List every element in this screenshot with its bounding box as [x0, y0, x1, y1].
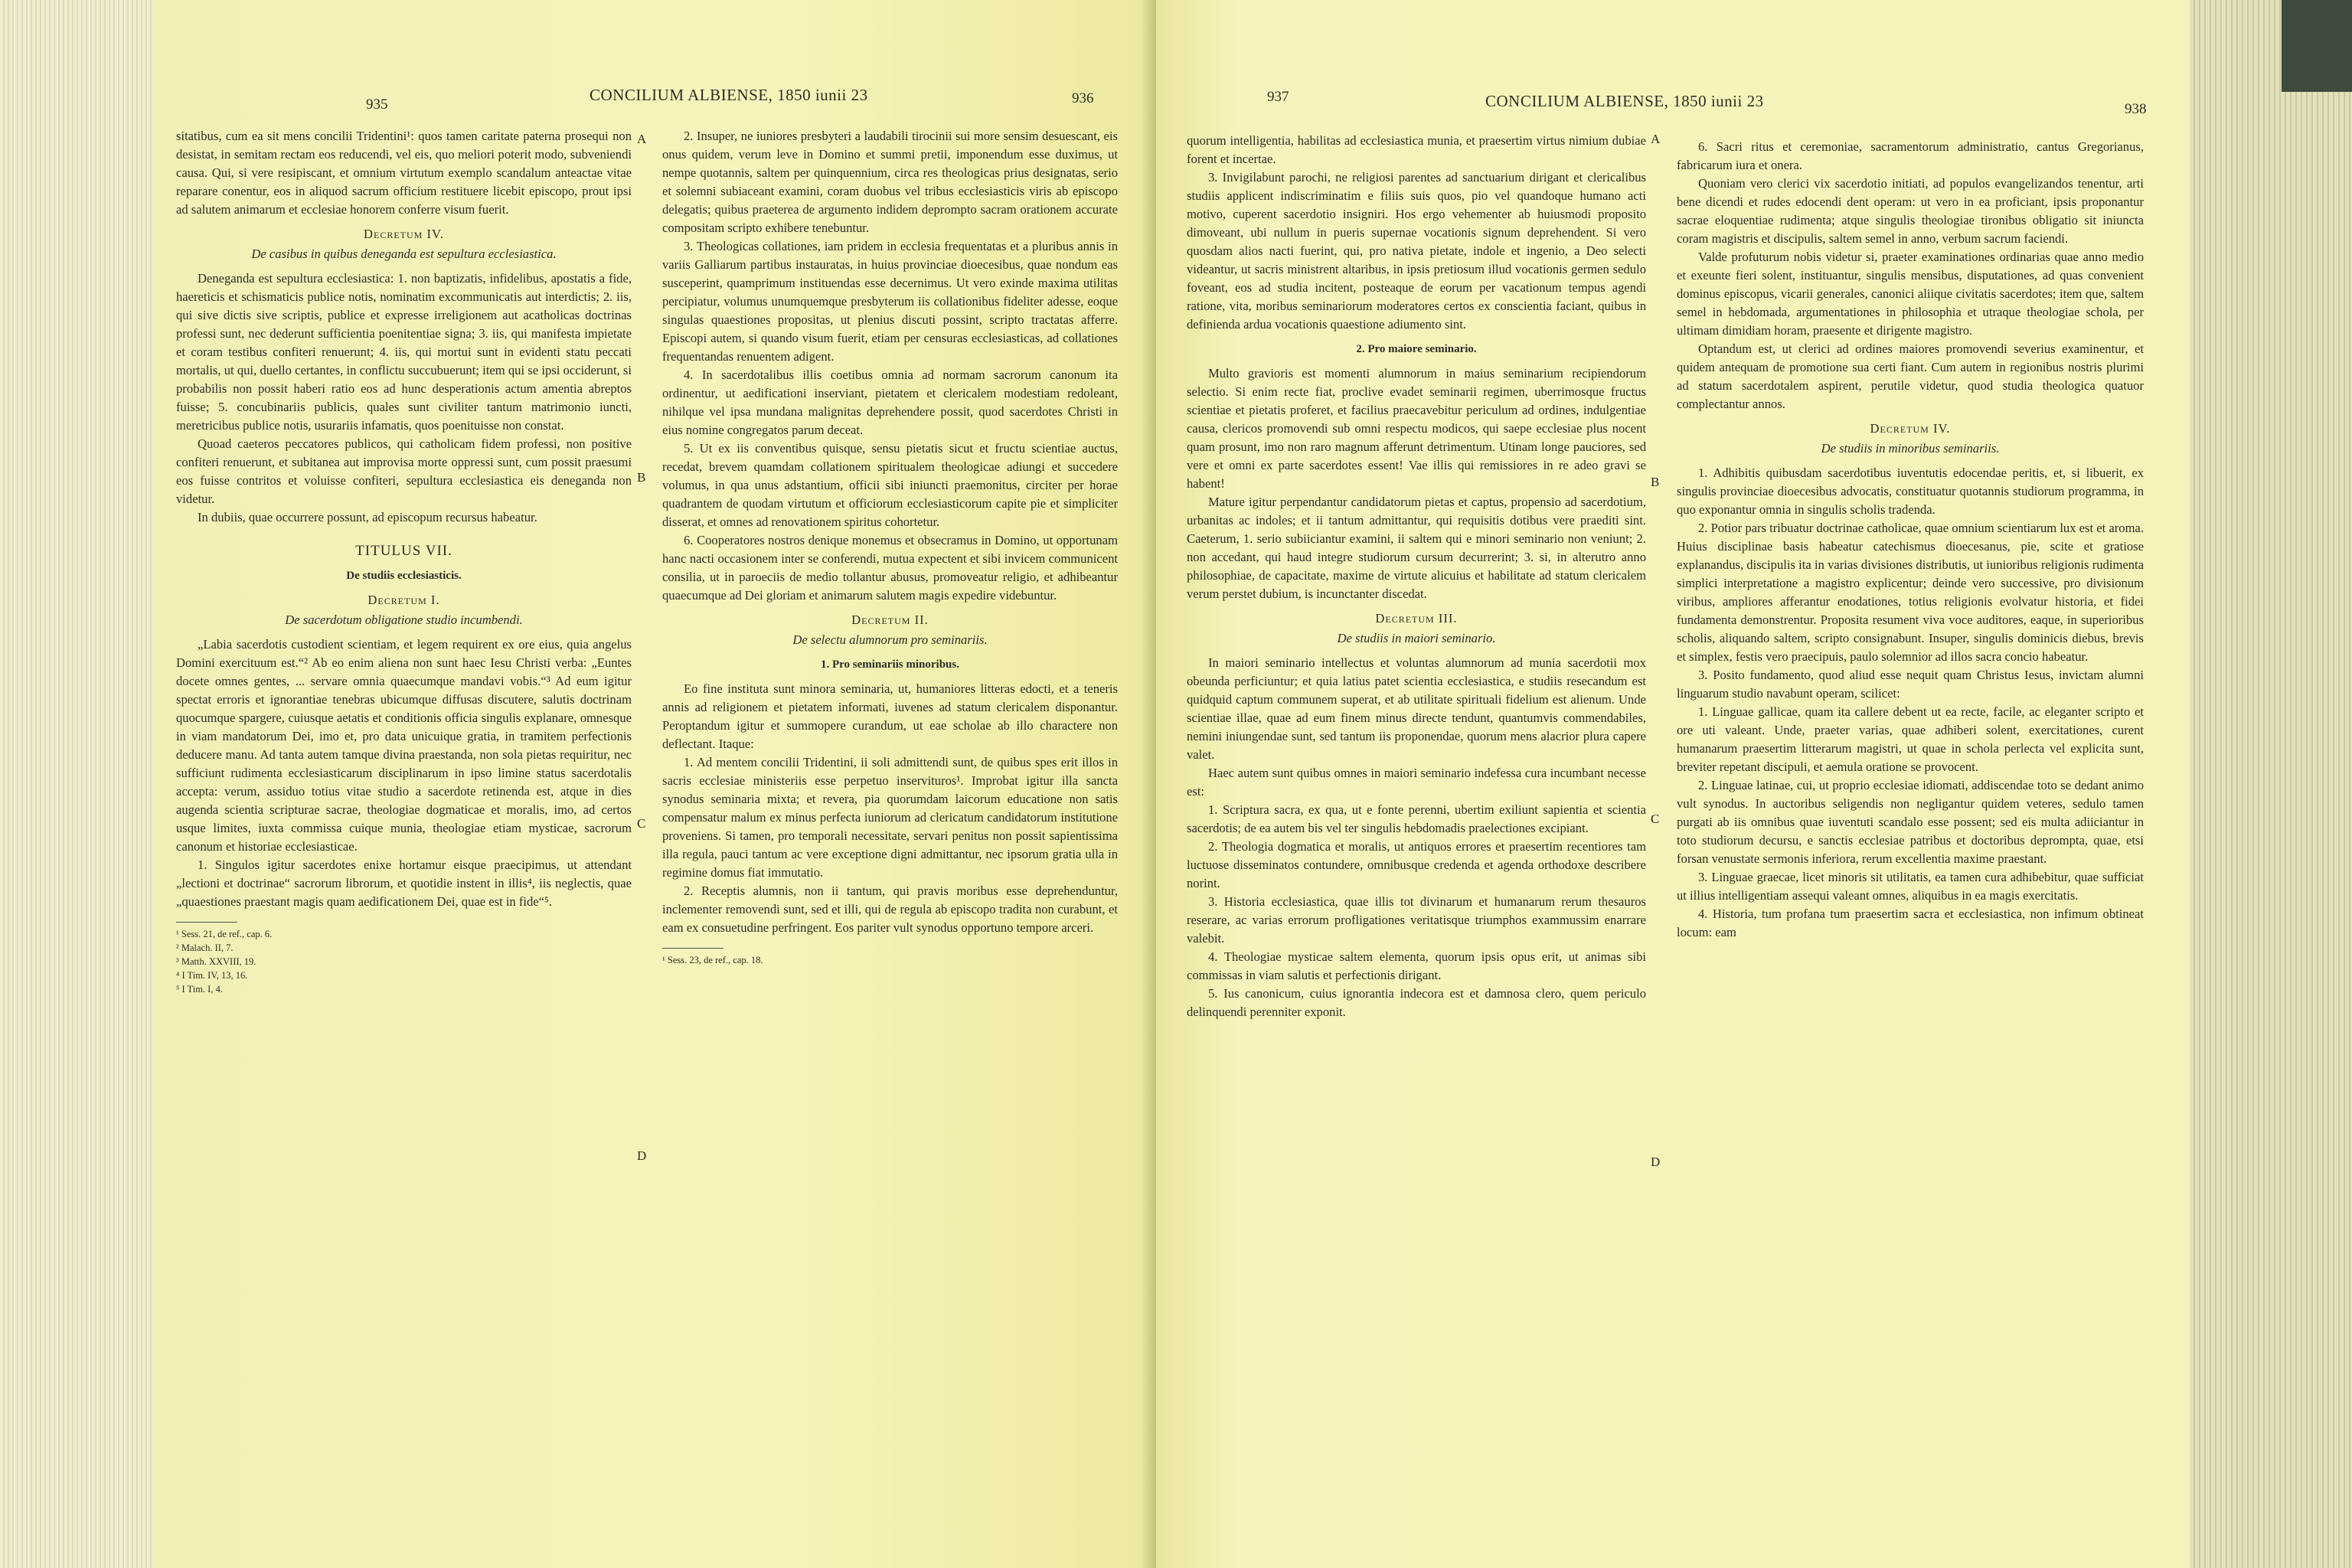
- section-subtitle: De sacerdotum obligatione studio incumbendi.: [285, 612, 523, 627]
- right-page-column-2: [1677, 138, 2144, 942]
- footnote: ¹ Sess. 23, de ref., cap. 18.: [662, 955, 763, 965]
- subsection-heading: 1. Pro seminariis minoribus.: [821, 658, 959, 671]
- paragraph: Valde profuturum nobis videtur si, praeter examinationes ordinarias quae anno medio et exeunte fieri solent, instituantur, singulis mensibus, disputationes, ad quas convenient dominus episcopus, vicarii generales, canonici aliique civitatis sacerdotes; item que, saltem semel in hebdomada, argumentationes in philosophia et utraque theologiae schola, per ultimam dimidiam horam, praesente et dirigente magistro.: [1677, 250, 2144, 338]
- folio-938: 938: [2125, 101, 2147, 117]
- book-page-edges-right: [2190, 0, 2352, 1568]
- paragraph: Haec autem sunt quibus omnes in maiori seminario indefessa cura incumbant necesse est:: [1187, 766, 1646, 799]
- paragraph: 3. Posito fundamento, quod aliud esse nequit quam Christus Iesus, invictam alumni linguarum studio navabunt operam, scilicet:: [1677, 668, 2144, 701]
- margin-letter-b-right: B: [1651, 475, 1660, 489]
- section-heading: Decretum IV.: [1870, 421, 1951, 436]
- paragraph: 3. Linguae graecae, licet minoris sit utilitatis, ea tamen cura adhibebitur, quae sufficiat ut illius intelligentiam assequi valeant omnes, aliquibus in ea magis exercitatis.: [1677, 870, 2144, 903]
- paragraph: 2. Potior pars tribuatur doctrinae catholicae, quae omnium scientiarum lux est et aroma. Huius disciplinae basis habeatur catechismus dioecesanus, pie, scite et gratiose explanandus, discipulis ita in varias divisiones distributis, ut iunioribus religionis rudimenta simplici interpretatione a magistro explicentur; deinde vero successive, pro divisionum viribus, ampliores afferantur enodationes, totius religionis evolvatur historia, et fidei fundamenta demonstrentur. Proposita resument viva voce auditores, eaque, in superioribus scholis, aliquando saltem, scripto consignabunt. Insuper, singulis dominicis diebus, brevis et simplex, festis vero praecipuis, paulo solemnior ad illos sacra concio habeatur.: [1677, 521, 2144, 664]
- paragraph: 1. Linguae gallicae, quam ita callere debent ut ea recte, facile, ac eleganter scripto et ore uti valeant. Unde, praeter varias, quae adhiberi solent, exercitationes, curent humanarum praesertim litterarum magistri, ut quae in schola perlecta vel explicita sunt, breviter repetant discipuli, et aemula oratione se provocent.: [1677, 704, 2144, 774]
- section-heading: TITULUS VII.: [355, 543, 452, 559]
- footnote: ¹ Sess. 21, de ref., cap. 6.: [176, 929, 273, 939]
- paragraph: quorum intelligentia, habilitas ad ecclesiastica munia, et praesertim virtus nimium dubiae forent et incertae.: [1187, 133, 1646, 166]
- paragraph: 2. Theologia dogmatica et moralis, ut antiquos errores et praesertim recentiores tam luctuose disseminatos contundere, omnibusque credenda et agenda orthodoxe describere norint.: [1187, 839, 1646, 890]
- right-page-column-1: [1187, 132, 1646, 1021]
- paragraph: In dubiis, quae occurrere possunt, ad episcopum recursus habeatur.: [198, 510, 537, 524]
- folio-937: 937: [1267, 89, 1289, 105]
- left-page-column-2: [662, 127, 1118, 967]
- paragraph: 5. Ut ex iis conventibus quisque, sensu pietatis sicut et fructu scientiae auctus, recedat, brevem quamdam collationem spiritualem theologicae adiungi et succedere volumus, in qua unus adstantium, officii sibi iniuncti praemonitus, circiter per horae quadrantem de quodam virtutum et officiorum ecclesiasticorum capite pie et simpliciter disserat, et omnes ad renovationem spiritus cohortetur.: [662, 441, 1118, 529]
- paragraph: Deneganda est sepultura ecclesiastica: 1. non baptizatis, infidelibus, apostatis a fide, haereticis et schismaticis publice notis, nominatim excommunicatis aut interdictis; 2. iis, qui sive dictis sive scriptis, publice et expresse irreligionem aut acatholicas doctrinas professi sunt, nec dederunt sufficientia poenitentiae signa; 3. iis, qui manifesta impietate et coram testibus confiteri renuerunt; 4. iis, qui mortui sunt in evidenti statu peccati mortalis, ut qui, duello certantes, in conflictu succubuerunt; item qui se ipsi occiderunt, si probabilis non possit haberi ratio eos ad hunc desperationis actum amentia abreptos fuisse; 5. concubinariis publicis, quales sunt civiliter tantum matrimonio iuncti, meretricibus publice notis, usurariis infamatis, quos poenituisse non constat.: [176, 271, 632, 433]
- margin-letter-b: B: [637, 470, 646, 485]
- paragraph: Quoniam vero clerici vix sacerdotio initiati, ad populos evangelizandos tenentur, arti bene dicendi et rudes edocendi dent operam: ut vero in ea proficiant, ipsis proponantur sacrae eloquentiae rudimenta; atque singulis theologiae tironibus obligatio sit iniuncta coram magistris et discipulis, saltem semel in anno, verbum sacrum faciendi.: [1677, 176, 2144, 246]
- footnote: ⁴ I Tim. IV, 13, 16.: [176, 970, 248, 981]
- footnote-rule: [176, 922, 237, 923]
- paragraph: 1. Singulos igitur sacerdotes enixe hortamur eisque praecipimus, ut attendant „lectioni et doctrinae“ sacrorum librorum, et quotidie instent in illis⁴, iis neglectis, quae „quaestiones praestant magis quam aedificationem Dei, quae est in fide“⁵.: [176, 858, 632, 909]
- paragraph: 2. Insuper, ne iuniores presbyteri a laudabili tirocinii sui more sensim desuescant, eis onus quidem, verum leve in Domino et summi pretii, imponendum esse duximus, ut nempe quotannis, saltem per quinquennium, circa res theologicas prius designatas, serio et solemni subiaceant examini, coram duobus vel tribus ecclesiasticis viris ab episcopo delegatis; quibus praeterea de argumento indidem deprompto sacram orationem accurate compositam scripto exhibere tenebuntur.: [662, 129, 1118, 235]
- background-corner: [2282, 0, 2352, 92]
- paragraph: Optandum est, ut clerici ad ordines maiores promovendi severius examinentur, et quidem antequam de promotione sua certi fiant. Cum autem in regionibus nostris plurimi ad statum sacerdotalem aspirent, perutile videtur, quod studia theologica quatuor complectantur annos.: [1677, 341, 2144, 411]
- footnote-rule: [662, 948, 724, 949]
- margin-letter-d: D: [637, 1148, 647, 1163]
- footnote: ² Malach. II, 7.: [176, 942, 234, 953]
- paragraph: 3. Historia ecclesiastica, quae illis tot divinarum et humanarum rerum thesauros reserare, ac varias errorum profligationes veritatisque triumphos exammussim enarrare valebit.: [1187, 894, 1646, 946]
- folio-935: 935: [366, 96, 388, 113]
- section-heading: Decretum III.: [1375, 611, 1458, 626]
- paragraph: 6. Cooperatores nostros denique monemus et obsecramus in Domino, ut opportunam hanc nacti occasionem inter se conferendi, mutua expectent et sibi invicem communicent consilia, ut in paroeciis de medio tollantur abusus, promoveatur religio, et adhibeantur quaecumque ad Dei gloriam et animarum salutem magis expedire videbuntur.: [662, 533, 1118, 603]
- paragraph: 1. Scriptura sacra, ex qua, ut e fonte perenni, ubertim exiliunt sapientia et scientia sacerdotis; de ea autem bis vel ter singulis hebdomadis praelectiones excipiant.: [1187, 802, 1646, 835]
- paragraph: 6. Sacri ritus et ceremoniae, sacramentorum administratio, cantus Gregorianus, fabricarum iura et onera.: [1677, 139, 2144, 172]
- margin-letter-c-right: C: [1651, 812, 1660, 826]
- paragraph: 1. Ad mentem concilii Tridentini, ii soli admittendi sunt, de quibus spes erit illos in sacris ecclesiae ministeriis esse perpetuo inservituros¹. Improbat igitur illa sancta synodus seminaria mixta; et revera, pia quorumdam laicorum educatione non satis compensatur malum ex minus perfecta iuniorum ad clericatum candidatorum institutione proveniens. Si tamen, pro temporali necessitate, servari penitus non possit sapientissima illa regula, pauci tantum ac vere exceptione digni admittantur, nec ipsorum gratia ulla in regimine domus fiat immutatio.: [662, 755, 1118, 880]
- paragraph: 1. Adhibitis quibusdam sacerdotibus iuventutis edocendae peritis, et, si libuerit, ex singulis provinciae dioecesibus advocatis, constituatur quotannis studiorum programma, in quo exponantur omnia in singulis scholis tradenda.: [1677, 466, 2144, 517]
- section-heading: Decretum IV.: [364, 227, 444, 241]
- margin-letter-c: C: [637, 816, 646, 831]
- right-page: [1156, 0, 2190, 1568]
- section-subtitle: De studiis in maiori seminario.: [1337, 631, 1496, 645]
- section-subtitle: De casibus in quibus deneganda est sepultura ecclesiastica.: [251, 247, 557, 261]
- paragraph: Quoad caeteros peccatores publicos, qui catholicam fidem professi, non positive confiteri renuerunt, et subitanea aut improvisa morte oppressi sunt, cum possit praesumi eos fuisse contritos et voluisse confiteri, sepultura ecclesiastica eis deneganda non videtur.: [176, 436, 632, 506]
- left-page-column-1: [176, 127, 632, 996]
- paragraph: 2. Linguae latinae, cui, ut proprio ecclesiae idiomati, addiscendae toto se dedant animo vult synodus. In auctoribus seligendis non negligantur quidem veteres, sedulo tamen purgati ab iis omnibus quae iuventuti scandalo esse possent; sed eis multa adiiciantur in toto studiorum decursu, e sanctis ecclesiae patribus et doctoribus deprompta, quae, etsi forsan venustate sermonis inferiora, rerum excellentia maxime praestant.: [1677, 778, 2144, 866]
- section-subtitle: De studiis in minoribus seminariis.: [1821, 441, 2000, 456]
- paragraph: Mature igitur perpendantur candidatorum pietas et captus, propensio ad sacerdotium, urbanitas ac indoles; et ii tantum admittantur, qui requisitis dotibus vere praediti sint. Caeterum, 1. serio subiiciantur examini, ii saltem qui e minori seminario non veniunt; 2. non accedant, qui haud integre studiorum cursum decurrerint; 3. si, in alterutro anno philosophiae, de capacitate, maxime de virtute alicuius et habilitate ad statum clericalem verum perstet dubium, is incunctanter discedat.: [1187, 495, 1646, 601]
- paragraph: sitatibus, cum ea sit mens concilii Tridentini¹: quos tamen caritate paterna prosequi non desistat, in semitam rectam eos reducendi, vel eis, quo meliori poterit modo, subveniendi causa. Qui, si vere resipiscant, et omnium virtutum exemplo scandalum anteactae vitae reparare conentur, eos in aliquod sacrum officium restituere licebit episcopo, prout ipsi ad salutem animarum et ecclesiae honorem conferre visum fuerit.: [176, 129, 632, 217]
- paragraph: „Labia sacerdotis custodient scientiam, et legem requirent ex ore eius, quia angelus Domini exercituum est.“² Ab eo enim aliena non sunt haec Iesu Christi verba: „Euntes docete omnes gentes, ... servare omnia quaecumque mandavi vobis.“³ Ad eum igitur spectat erroris et ignorantiae tenebras ubicumque diffusas discutere, salutis doctrinam quocumque spargere, cuiusque aetatis et conditionis officia singulis explanare, omnesque in viam mandatorum Dei, imo et, pro data unicuique gratia, in tramitem perfectionis deducere manu. Ad tanta autem tamque divina praestanda, non sola pietas requiritur, nec sufficiunt rudimenta ecclesiasticarum disciplinarum in ipso limine status sacerdotalis accepta: verum, assiduo totius vitae studio a sacerdote retinenda est, atque in dies augenda scientia scripturae sacrae, theologiae dogmaticae et moralis, imo, ad certos usque limites, iuxta commissa cuique munia, theologiae etiam mysticae, sacrorum canonum et historiae ecclesiasticae.: [176, 637, 632, 854]
- running-head-right: CONCILIUM ALBIENSE, 1850 iunii 23: [1485, 92, 1764, 110]
- footnote: ³ Matth. XXVIII, 19.: [176, 956, 256, 967]
- paragraph: 5. Ius canonicum, cuius ignorantia indecora est et damnosa clero, quem periculo delinquendi perenniter exponit.: [1187, 986, 1646, 1019]
- paragraph: In maiori seminario intellectus et voluntas alumnorum ad munia sacerdotii mox obeunda perficiuntur; et quia latius patet scientia ecclesiastica, e studiis resecandum est quidquid captum communem superat, et ab utilitate spirituali fidelium est alienum. Unde scientiae illae, quae ad eum finem minus directe tendunt, quantumvis commendabiles, nemini iniungendae sunt, sed tantum iis proponendae, quorum mens alacrior plura capere valet.: [1187, 655, 1646, 762]
- paragraph: 2. Receptis alumnis, non ii tantum, qui pravis moribus esse deprehenduntur, inclementer removendi sunt, sed et illi, qui de regula ab episcopo tradita non curabunt, et eam ex consuetudine perfringent. Eos pariter vult synodus opportuno tempore arceri.: [662, 884, 1118, 935]
- section-heading: Decretum I.: [368, 593, 440, 607]
- paragraph: 4. In sacerdotalibus illis coetibus omnia ad normam sacrorum canonum ita ordinentur, ut aedificationi inserviant, pietatem et clericalem modestiam redoleant, nihilque vel ipsa mundana malignitas deprehendere possit, quod sacerdotes Christi in eius nomine congregatos parum deceat.: [662, 368, 1118, 437]
- paragraph: 3. Theologicas collationes, iam pridem in ecclesia frequentatas et a pluribus annis in variis Galliarum partibus instauratas, in huius provinciae dioecesibus, quae nondum eas susceperint, quamprimum instituendas esse decernimus. Ut vero exinde maxima utilitas percipiatur, volumus unumquemque presbyterum iis collationibus fideliter adesse, eoque singulas quaestiones propositas, ut plenius discuti possint, scripto tractatas afferre. Episcopi autem, si quando visum fuerit, etiam per censuras ecclesiasticas, ad collationes frequentandas renuentem adigent.: [662, 239, 1118, 364]
- margin-letter-a-right: A: [1651, 132, 1661, 146]
- book-page-edges-left: [0, 0, 153, 1568]
- subsection-heading: 2. Pro maiore seminario.: [1356, 343, 1477, 355]
- paragraph: Eo fine instituta sunt minora seminaria, ut, humaniores litteras edocti, et a teneris annis ad religionem et pietatem informati, iuvenes ad statum clericalem disponantur. Peroptandum igitur et summopere curandum, ut eae scholae ab illo charactere non deflectant. Itaque:: [662, 681, 1118, 751]
- left-page: [153, 0, 1156, 1568]
- paragraph: Multo gravioris est momenti alumnorum in maius seminarium recipiendorum selectio. Si enim recte fiat, proclive evadet seminarii regimen, uberrimosque fructus scientiae et pietatis proferet, et facilius praecavebitur periculum ad ordines, indulgentiae causa, clericos promovendi sub omni respectu modicos, qui saepe ecclesiae plus nocent quam prosunt, imo non raro magnum afferunt detrimentum. Utinam longe pauciores, sed vere et omni ex parte sacerdotes essent! Vae illis qui remissiores in re adeo gravi se habent!: [1187, 366, 1646, 491]
- margin-letter-a: A: [637, 132, 647, 146]
- paragraph: 4. Historia, tum profana tum praesertim sacra et ecclesiastica, non infimum obtineat locum: eam: [1677, 906, 2144, 939]
- folio-936: 936: [1072, 90, 1094, 106]
- footnote: ⁵ I Tim. I, 4.: [176, 984, 223, 995]
- paragraph: 3. Invigilabunt parochi, ne religiosi parentes ad sanctuarium dirigant et clericalibus studiis applicent indiscriminatim e filiis suis quos, pio vel quandoque humano acti motivo, cuperent sacerdotio insigniri. Hos ergo vehementer ab huiusmodi proposito dimoveant, ubi nullum in pueris supernae vocationis signum deprehendent. Si vero quosdam alios nacti fuerint, qui, pro nativa pietate, indole et ingenio, a Deo selecti videantur, ut sacris ministrent altaribus, in ipsis pretiosum illud vocationis germen sedulo foveant, eos ad studia incitent, posteaque de eorum per vacationum tempus agendi ratione, vita, moribus seminariorum moderatores certos ex conscientia faciant, quibus in definienda ardua vocationis quaestione adiumento sint.: [1187, 170, 1646, 332]
- running-head-left: CONCILIUM ALBIENSE, 1850 iunii 23: [590, 86, 868, 104]
- margin-letter-d-right: D: [1651, 1155, 1661, 1169]
- section-subtitle: De selectu alumnorum pro seminariis.: [792, 632, 988, 647]
- paragraph: 4. Theologiae mysticae saltem elementa, quorum ipsis opus erit, ut animas sibi commissas in viam salutis et perfectionis dirigant.: [1187, 949, 1646, 982]
- section-heading: Decretum II.: [851, 612, 929, 627]
- subsection-heading: De studiis ecclesiasticis.: [346, 570, 462, 582]
